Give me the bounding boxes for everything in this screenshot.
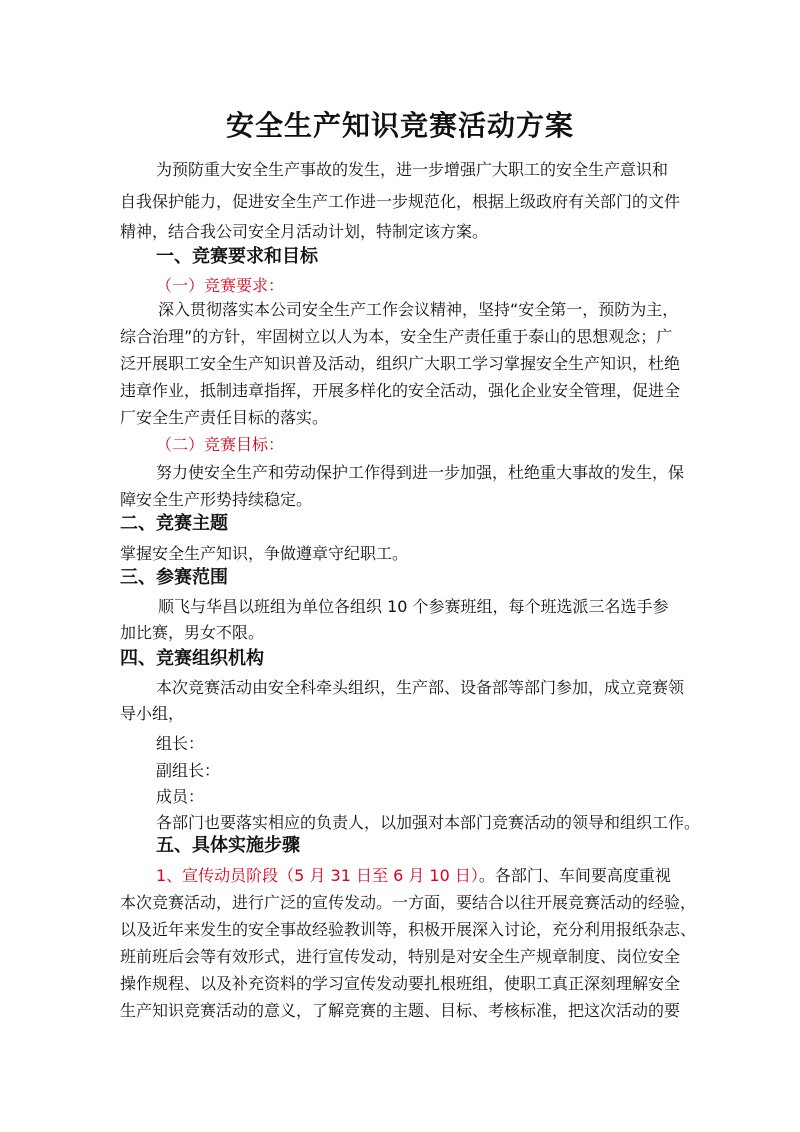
step1-first-rest: 。各部门、车间要高度重视	[478, 866, 671, 885]
step1-title: 1、宣传动员阶段（5 月 31 日至 6 月 10 日）	[156, 866, 479, 885]
step1-line-4: 班前班后会等有效形式，进行宣传发动，特别是对安全生产规章制度、岗位安全	[120, 947, 681, 966]
intro-line-1: 为预防重大安全生产事故的发生，进一步增强广大职工的安全生产意识和	[156, 160, 669, 179]
step1-line-6: 生产知识竞赛活动的意义，了解竞赛的主题、目标、考核标准，把这次活动的要	[120, 1001, 681, 1020]
members-label: 成员：	[156, 787, 205, 806]
requirements-line-1: 深入贯彻落实本公司安全生产工作会议精神，坚持“安全第一，预防为主，	[158, 300, 679, 319]
scope-line-1: 顺飞与华昌以班组为单位各组织 10 个参赛班组，每个班选派三名选手参	[158, 597, 669, 616]
requirements-line-3: 泛开展职工安全生产知识普及活动，组织广大职工学习掌握安全生产知识，杜绝	[120, 354, 681, 373]
section-heading-3: 三、参赛范围	[120, 567, 228, 588]
step1-line-2: 本次竞赛活动，进行广泛的宣传发动。一方面，要结合以往开展竞赛活动的经验，	[120, 893, 697, 912]
document-title: 安全生产知识竞赛活动方案	[225, 109, 574, 142]
requirements-line-4: 违章作业，抵制违章指挥，开展多样化的安全活动，强化企业安全管理，促进全	[120, 381, 681, 400]
leader-label: 组长：	[156, 734, 205, 753]
step1-line-3: 以及近年来发生的安全事故经验教训等，积极开展深入讨论，充分利用报纸杂志、	[120, 920, 697, 939]
vice-leader-label: 副组长：	[156, 761, 221, 780]
goals-line-2: 障安全生产形势持续稳定。	[120, 490, 313, 509]
requirements-line-2: 综合治理”的方针，牢固树立以人为本，安全生产责任重于泰山的思想观念；广	[120, 327, 673, 346]
organization-closing: 各部门也要落实相应的负责人，以加强对本部门竞赛活动的领导和组织工作。	[156, 813, 701, 832]
organization-line-2: 导小组，	[120, 704, 185, 723]
section-heading-5: 五、具体实施步骤	[156, 835, 300, 856]
subheading-goals: （二）竞赛目标：	[156, 435, 285, 454]
section-heading-1: 一、竞赛要求和目标	[156, 246, 318, 267]
subheading-requirements: （一）竞赛要求：	[156, 276, 285, 295]
step1-line-5: 操作规程、以及补充资料的学习宣传发动要扎根班组，使职工真正深刻理解安全	[120, 974, 681, 993]
requirements-line-5: 厂安全生产责任目标的落实。	[120, 408, 329, 427]
theme-line: 掌握安全生产知识，争做遵章守纪职工。	[120, 544, 409, 563]
scope-line-2: 加比赛，男女不限。	[120, 623, 265, 642]
goals-line-1: 努力使安全生产和劳动保护工作得到进一步加强，杜绝重大事故的发生，保	[156, 463, 685, 482]
organization-line-1: 本次竞赛活动由安全科牵头组织，生产部、设备部等部门参加，成立竞赛领	[156, 678, 685, 697]
intro-line-2: 自我保护能力，促进安全生产工作进一步规范化，根据上级政府有关部门的文件	[120, 192, 681, 211]
step1-first-line	[156, 866, 736, 886]
section-heading-2: 二、竞赛主题	[120, 513, 228, 534]
section-heading-4: 四、竞赛组织机构	[120, 648, 264, 669]
intro-line-3: 精神，结合我公司安全月活动计划，特制定该方案。	[120, 222, 489, 241]
